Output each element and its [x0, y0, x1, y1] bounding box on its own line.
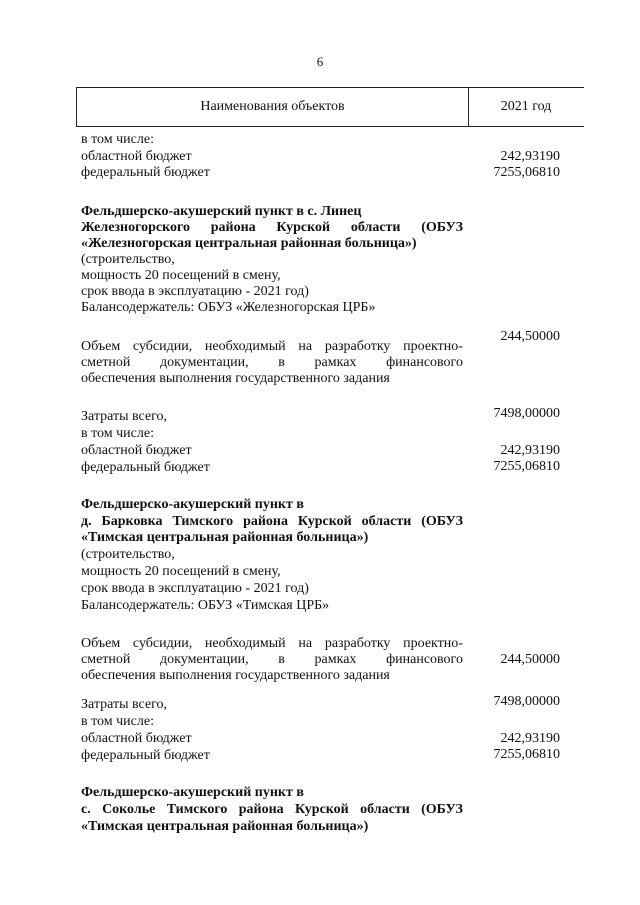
block1-title-line2: Железногорского района Курской области (ОБУЗ	[81, 220, 463, 235]
block1-subsidy-text: Объем субсидии, необходимый на разработку проектно- сметной документации, в рамках финансового обеспечения выполнения государственного задания	[81, 339, 463, 386]
header-name-column: Наименования объектов	[76, 88, 469, 126]
block1-detail-2: мощность 20 посещений в смену,	[81, 268, 281, 283]
block2-regional-label: областной бюджет	[81, 731, 192, 746]
block2-detail-1: (строительство,	[81, 547, 175, 562]
block1-including-label: в том числе:	[81, 426, 154, 441]
block1-regional-label: областной бюджет	[81, 443, 192, 458]
block1-federal-value: 7255,06810	[493, 459, 560, 474]
block2-detail-4: Балансодержатель: ОБУЗ «Тимская ЦРБ»	[81, 598, 330, 613]
table-header	[76, 87, 584, 127]
block2-detail-2: мощность 20 посещений в смену,	[81, 564, 281, 579]
block1-subsidy-value: 244,50000	[500, 329, 560, 344]
block2-detail-3: срок ввода в эксплуатацию - 2021 год)	[81, 581, 309, 596]
block1-detail-4: Балансодержатель: ОБУЗ «Железногорская ЦРБ»	[81, 300, 376, 315]
header-year-column: 2021 год	[500, 99, 552, 114]
block1-total-value: 7498,00000	[493, 406, 560, 421]
block1-title-line1: Фельдшерско-акушерский пункт в с. Линец	[81, 204, 362, 219]
block3-title-line1: Фельдшерско-акушерский пункт в	[81, 785, 304, 800]
top-federal-label: федеральный бюджет	[81, 165, 210, 180]
block1-detail-1: (строительство,	[81, 252, 175, 267]
block2-title-line2: д. Барковка Тимского района Курской области (ОБУЗ	[81, 514, 463, 529]
block2-subsidy-value: 244,50000	[500, 652, 560, 667]
top-regional-value: 242,93190	[500, 149, 560, 164]
top-including-label: в том числе:	[81, 132, 154, 147]
block2-subsidy-text: Объем субсидии, необходимый на разработку проектно- сметной документации, в рамках финансового обеспечения выполнения государственного задания	[81, 636, 463, 683]
top-federal-value: 7255,06810	[493, 165, 560, 180]
block2-regional-value: 242,93190	[500, 731, 560, 746]
top-regional-label: областной бюджет	[81, 149, 192, 164]
block1-federal-label: федеральный бюджет	[81, 460, 210, 475]
block2-total-label: Затраты всего,	[81, 697, 168, 712]
block1-title-line3: «Железногорская центральная районная больница»)	[81, 236, 417, 251]
block1-total-label: Затраты всего,	[81, 409, 168, 424]
page-number: 6	[316, 54, 324, 69]
block2-federal-label: федеральный бюджет	[81, 748, 210, 763]
block1-regional-value: 242,93190	[500, 443, 560, 458]
block2-including-label: в том числе:	[81, 714, 154, 729]
block2-federal-value: 7255,06810	[493, 747, 560, 762]
block2-total-value: 7498,00000	[493, 694, 560, 709]
block2-title-line1: Фельдшерско-акушерский пункт в	[81, 497, 304, 512]
block2-title-line3: «Тимская центральная районная больница»)	[81, 530, 369, 545]
block3-title-line3: «Тимская центральная районная больница»)	[81, 819, 369, 834]
block3-title-line2: с. Соколье Тимского района Курской области (ОБУЗ	[81, 802, 463, 817]
block1-detail-3: срок ввода в эксплуатацию - 2021 год)	[81, 284, 309, 299]
